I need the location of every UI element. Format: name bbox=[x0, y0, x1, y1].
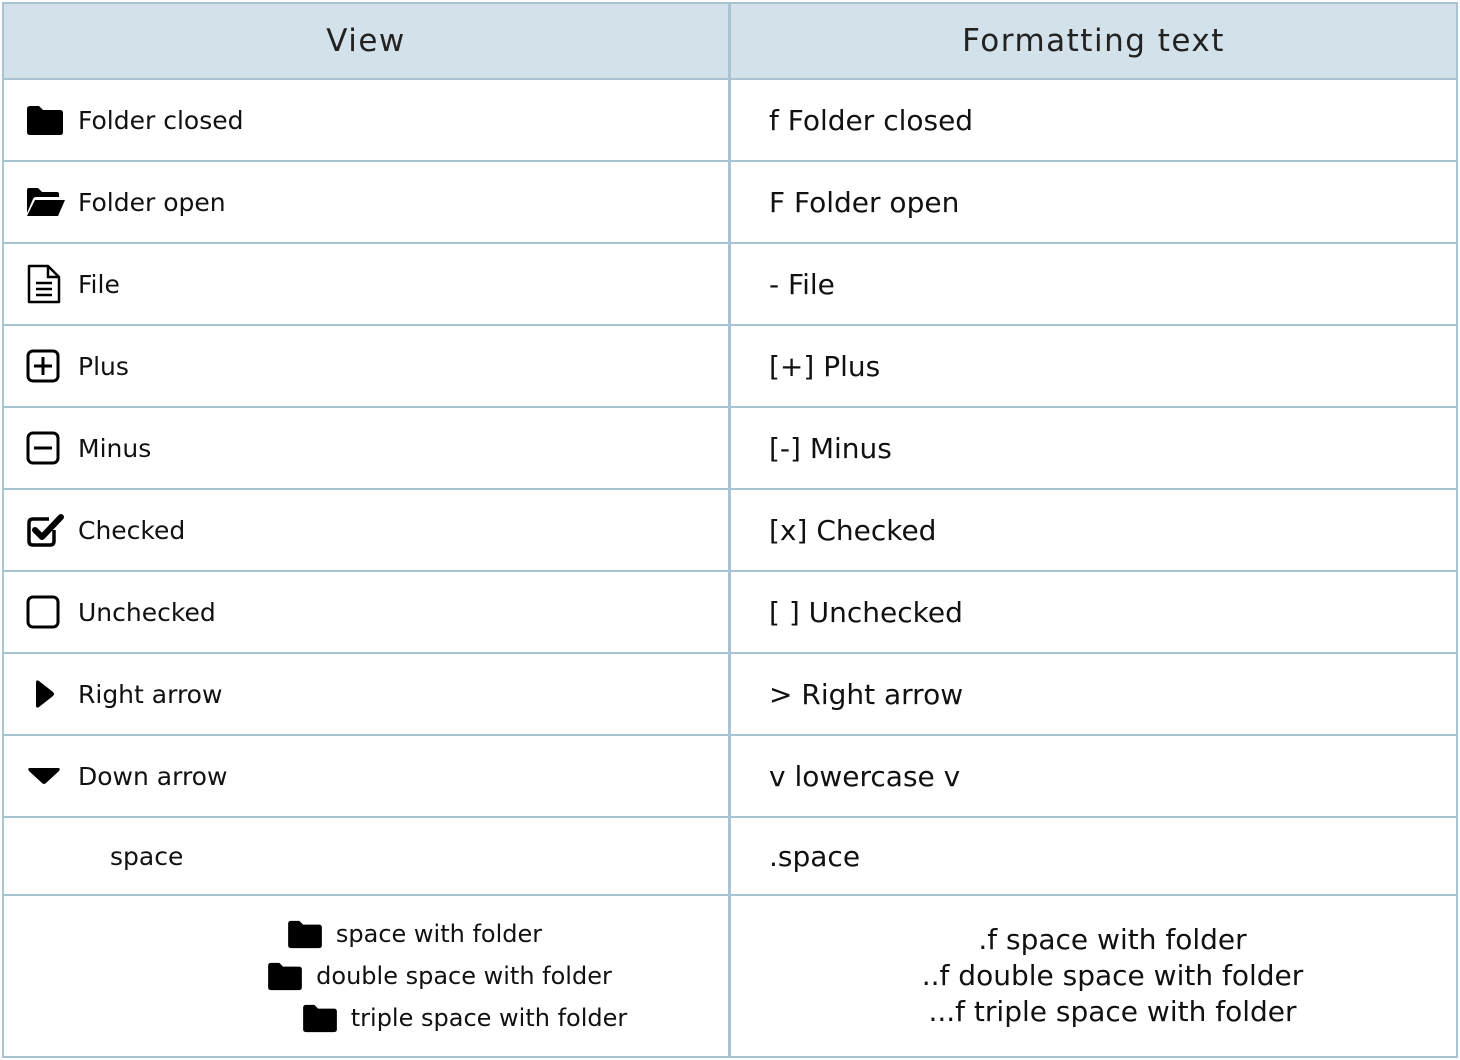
fmt-label: v lowercase v bbox=[769, 759, 961, 793]
table-row-view bbox=[4, 408, 731, 490]
view-label: Plus bbox=[78, 351, 129, 381]
nested-line-2 bbox=[120, 958, 612, 994]
folder-closed-icon bbox=[301, 1002, 339, 1034]
table-row-view bbox=[4, 244, 731, 326]
checked-box-icon bbox=[26, 510, 66, 550]
formatting-table bbox=[2, 2, 1458, 1058]
view-label: Down arrow bbox=[78, 761, 228, 791]
table-row-view bbox=[4, 572, 731, 654]
view-label: Right arrow bbox=[78, 679, 223, 709]
table-row-fmt-nested bbox=[731, 896, 1456, 1056]
view-label: Folder closed bbox=[78, 105, 244, 135]
table-row-view bbox=[4, 80, 731, 162]
fmt-label: [ ] Unchecked bbox=[769, 595, 963, 629]
fmt-label: .space bbox=[769, 839, 861, 873]
unchecked-box-icon bbox=[26, 592, 66, 632]
table-row-view bbox=[4, 654, 731, 736]
table-row-view bbox=[4, 736, 731, 818]
view-label: triple space with folder bbox=[350, 1004, 628, 1032]
table-row-fmt bbox=[731, 244, 1456, 326]
minus-box-icon bbox=[26, 428, 66, 468]
plus-box-icon bbox=[26, 346, 66, 386]
header-view-label: View bbox=[326, 23, 406, 59]
fmt-label: - File bbox=[769, 267, 835, 301]
fmt-label: f Folder closed bbox=[769, 103, 974, 137]
table-row-fmt bbox=[731, 736, 1456, 818]
view-label: space bbox=[110, 841, 184, 871]
nested-line-3 bbox=[105, 1000, 628, 1036]
header-formatting bbox=[731, 4, 1456, 80]
table-row-fmt bbox=[731, 490, 1456, 572]
view-label: Folder open bbox=[78, 187, 226, 217]
table-row-fmt bbox=[731, 162, 1456, 244]
table-row-view bbox=[4, 162, 731, 244]
table-row-view bbox=[4, 818, 731, 896]
fmt-label: ...f triple space with folder bbox=[928, 995, 1297, 1028]
fmt-label: > Right arrow bbox=[769, 677, 964, 711]
file-icon bbox=[26, 264, 66, 304]
table-row-fmt bbox=[731, 654, 1456, 736]
right-arrow-icon bbox=[26, 674, 66, 714]
table-row-view bbox=[4, 326, 731, 408]
fmt-label: ..f double space with folder bbox=[921, 959, 1304, 992]
table-row-view bbox=[4, 490, 731, 572]
view-label: File bbox=[78, 269, 120, 299]
table-row-fmt bbox=[731, 572, 1456, 654]
folder-open-icon bbox=[26, 182, 66, 222]
fmt-label: F Folder open bbox=[769, 185, 960, 219]
view-label: Checked bbox=[78, 515, 186, 545]
view-label: space with folder bbox=[335, 920, 543, 948]
folder-closed-icon bbox=[286, 918, 324, 950]
folder-closed-icon bbox=[26, 100, 66, 140]
fmt-label: [-] Minus bbox=[769, 431, 892, 465]
nested-line-1 bbox=[190, 916, 542, 952]
folder-closed-icon bbox=[266, 960, 304, 992]
table-row-view-nested bbox=[4, 896, 731, 1056]
table-row-fmt bbox=[731, 326, 1456, 408]
fmt-label: [x] Checked bbox=[769, 513, 937, 547]
view-label: Unchecked bbox=[78, 597, 216, 627]
fmt-label: [+] Plus bbox=[769, 349, 881, 383]
table-row-fmt bbox=[731, 408, 1456, 490]
table-row-fmt bbox=[731, 818, 1456, 896]
header-formatting-label: Formatting text bbox=[962, 23, 1225, 59]
header-view bbox=[4, 4, 731, 80]
table-row-fmt bbox=[731, 80, 1456, 162]
view-label: double space with folder bbox=[316, 962, 612, 990]
down-arrow-icon bbox=[26, 756, 66, 796]
view-label: Minus bbox=[78, 433, 152, 463]
fmt-label: .f space with folder bbox=[978, 923, 1247, 956]
